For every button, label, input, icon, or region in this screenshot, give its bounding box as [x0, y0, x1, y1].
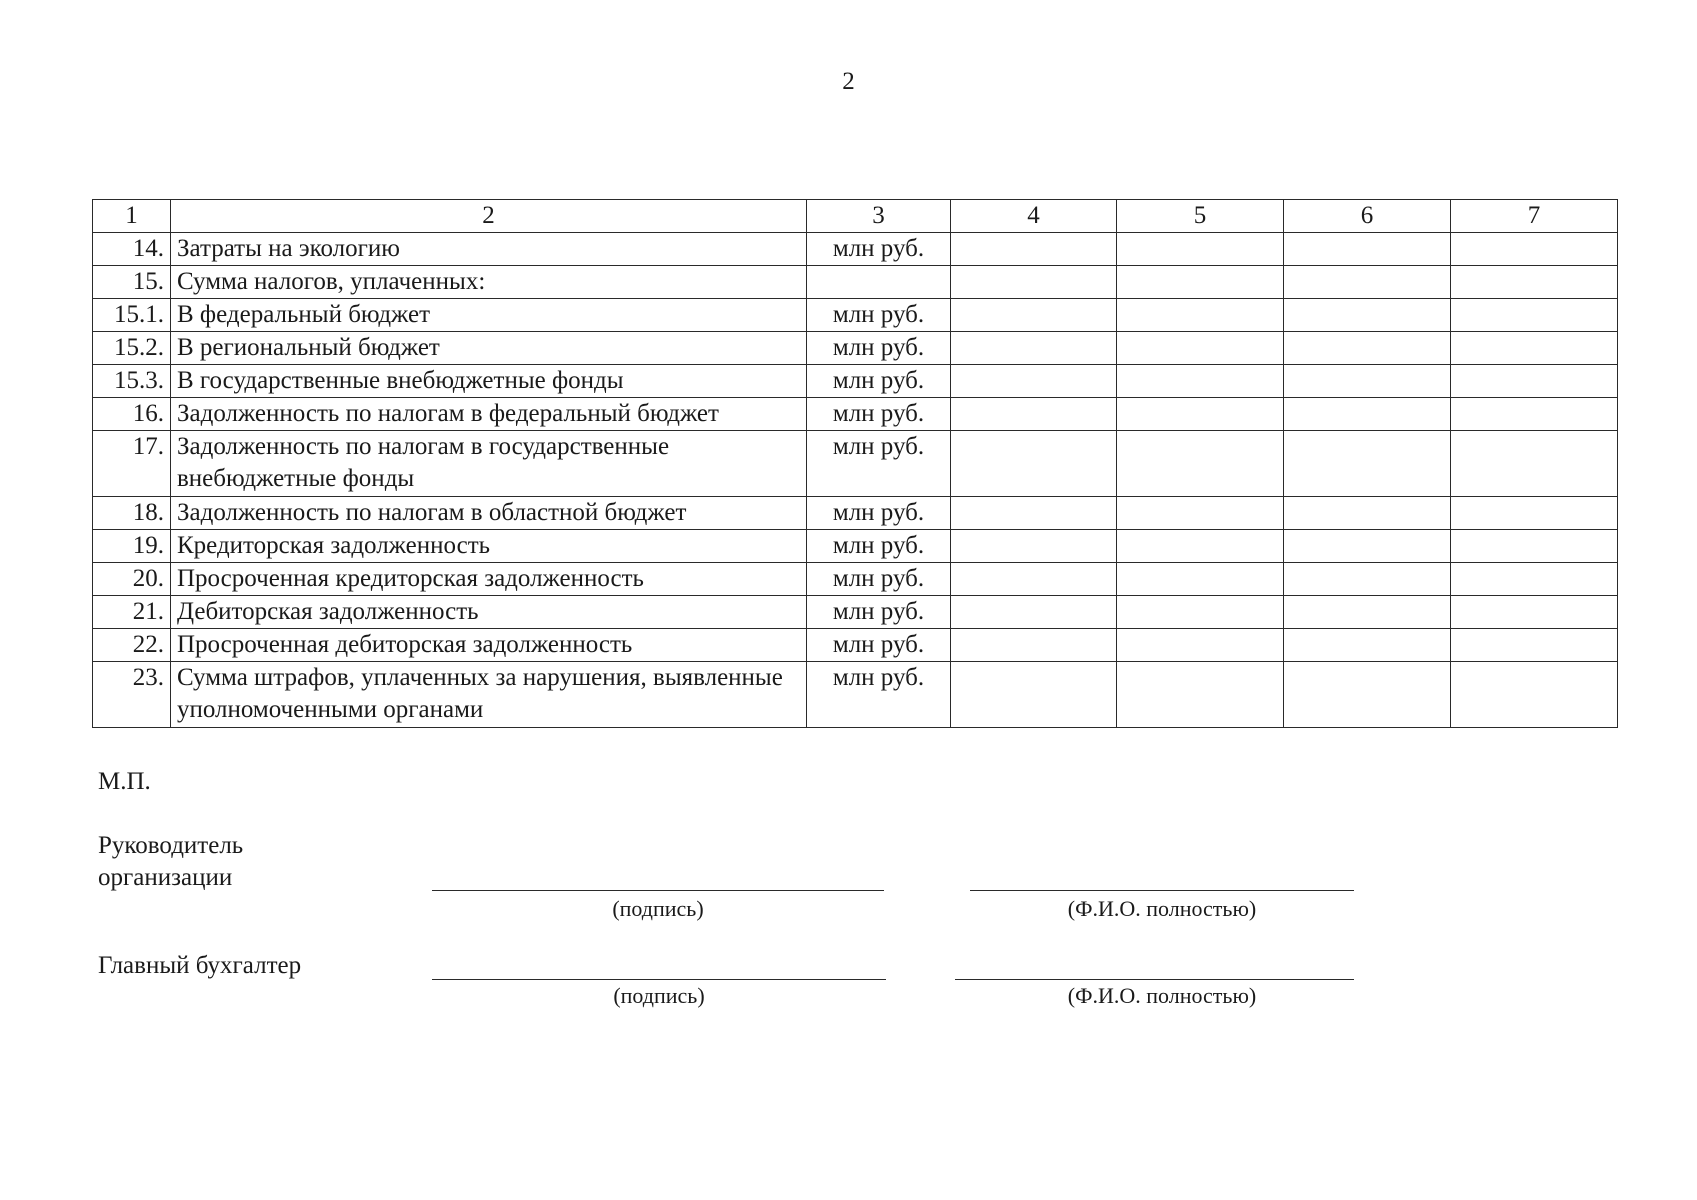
- row-number: 17.: [93, 431, 171, 497]
- row-unit: млн руб.: [807, 563, 951, 596]
- row-unit: млн руб.: [807, 662, 951, 728]
- value-cell-col4[interactable]: [951, 266, 1117, 299]
- value-cell-col6[interactable]: [1284, 332, 1451, 365]
- table-row: [93, 332, 1618, 365]
- table-row: [93, 662, 1618, 728]
- row-unit: млн руб.: [807, 497, 951, 530]
- row-indicator-name: Кредиторская задолженность: [171, 530, 807, 563]
- accountant-name-caption: (Ф.И.О. полностью): [1067, 983, 1257, 1008]
- value-cell-col5[interactable]: [1117, 233, 1284, 266]
- value-cell-col5[interactable]: [1117, 497, 1284, 530]
- value-cell-col4[interactable]: [951, 563, 1117, 596]
- row-indicator-name: В региональный бюджет: [171, 332, 807, 365]
- stamp-placeholder: М.П.: [98, 768, 151, 795]
- value-cell-col4[interactable]: [951, 596, 1117, 629]
- table-row: [93, 299, 1618, 332]
- row-number: 15.2.: [93, 332, 171, 365]
- row-indicator-name: Сумма штрафов, уплаченных за нарушения, выявленные уполномоченными органами: [171, 662, 807, 728]
- row-number: 14.: [93, 233, 171, 266]
- row-number: 18.: [93, 497, 171, 530]
- row-unit: млн руб.: [807, 398, 951, 431]
- value-cell-col7[interactable]: [1451, 299, 1618, 332]
- row-unit: млн руб.: [807, 431, 951, 497]
- value-cell-col7[interactable]: [1451, 530, 1618, 563]
- table-row: [93, 431, 1618, 497]
- value-cell-col7[interactable]: [1451, 497, 1618, 530]
- value-cell-col6[interactable]: [1284, 365, 1451, 398]
- value-cell-col6[interactable]: [1284, 266, 1451, 299]
- value-cell-col6[interactable]: [1284, 563, 1451, 596]
- row-unit: [807, 266, 951, 299]
- row-indicator-name: Задолженность по налогам в федеральный бюджет: [171, 398, 807, 431]
- value-cell-col4[interactable]: [951, 431, 1117, 497]
- row-number: 19.: [93, 530, 171, 563]
- value-cell-col4[interactable]: [951, 299, 1117, 332]
- accountant-signatory-label: Главный бухгалтер: [98, 952, 302, 979]
- table-row: [93, 596, 1618, 629]
- value-cell-col5[interactable]: [1117, 596, 1284, 629]
- value-cell-col5[interactable]: [1117, 398, 1284, 431]
- row-number: 22.: [93, 629, 171, 662]
- table-row: [93, 398, 1618, 431]
- table-header-row: [93, 200, 1618, 233]
- value-cell-col7[interactable]: [1451, 596, 1618, 629]
- row-number: 15.3.: [93, 365, 171, 398]
- row-indicator-name: Просроченная дебиторская задолженность: [171, 629, 807, 662]
- column-header: 1: [93, 200, 171, 233]
- head-signature-caption: (подпись): [612, 896, 704, 921]
- accountant-name-line[interactable]: [955, 979, 1354, 980]
- table-row: [93, 530, 1618, 563]
- value-cell-col6[interactable]: [1284, 497, 1451, 530]
- column-header: 3: [807, 200, 951, 233]
- value-cell-col7[interactable]: [1451, 332, 1618, 365]
- value-cell-col6[interactable]: [1284, 233, 1451, 266]
- head-name-caption: (Ф.И.О. полностью): [1067, 896, 1257, 921]
- value-cell-col7[interactable]: [1451, 563, 1618, 596]
- value-cell-col6[interactable]: [1284, 596, 1451, 629]
- value-cell-col5[interactable]: [1117, 365, 1284, 398]
- row-indicator-name: Затраты на экологию: [171, 233, 807, 266]
- accountant-signature-caption: (подпись): [613, 983, 705, 1008]
- head-name-line[interactable]: [970, 890, 1354, 891]
- column-header: 6: [1284, 200, 1451, 233]
- row-unit: млн руб.: [807, 299, 951, 332]
- report-table: [92, 199, 1618, 728]
- row-number: 21.: [93, 596, 171, 629]
- table-row: [93, 629, 1618, 662]
- table-row: [93, 266, 1618, 299]
- head-signatory-label: Руководитель организации: [98, 832, 244, 891]
- row-indicator-name: В государственные внебюджетные фонды: [171, 365, 807, 398]
- value-cell-col4[interactable]: [951, 398, 1117, 431]
- row-indicator-name: В федеральный бюджет: [171, 299, 807, 332]
- value-cell-col5[interactable]: [1117, 563, 1284, 596]
- row-indicator-name: Дебиторская задолженность: [171, 596, 807, 629]
- row-number: 15.1.: [93, 299, 171, 332]
- table-row: [93, 365, 1618, 398]
- value-cell-col4[interactable]: [951, 497, 1117, 530]
- value-cell-col5[interactable]: [1117, 266, 1284, 299]
- row-number: 23.: [93, 662, 171, 728]
- row-unit: млн руб.: [807, 365, 951, 398]
- page-number: 2: [842, 68, 855, 95]
- value-cell-col5[interactable]: [1117, 530, 1284, 563]
- value-cell-col7[interactable]: [1451, 431, 1618, 497]
- value-cell-col4[interactable]: [951, 530, 1117, 563]
- value-cell-col7[interactable]: [1451, 662, 1618, 728]
- value-cell-col4[interactable]: [951, 629, 1117, 662]
- row-number: 15.: [93, 266, 171, 299]
- row-unit: млн руб.: [807, 530, 951, 563]
- table-row: [93, 233, 1618, 266]
- row-indicator-name: Задолженность по налогам в государственные внебюджетные фонды: [171, 431, 807, 497]
- value-cell-col6[interactable]: [1284, 629, 1451, 662]
- value-cell-col7[interactable]: [1451, 233, 1618, 266]
- head-signature-line[interactable]: [432, 890, 884, 891]
- value-cell-col6[interactable]: [1284, 398, 1451, 431]
- row-unit: млн руб.: [807, 596, 951, 629]
- column-header: 4: [951, 200, 1117, 233]
- value-cell-col4[interactable]: [951, 365, 1117, 398]
- value-cell-col6[interactable]: [1284, 530, 1451, 563]
- value-cell-col4[interactable]: [951, 233, 1117, 266]
- row-number: 16.: [93, 398, 171, 431]
- value-cell-col7[interactable]: [1451, 629, 1618, 662]
- value-cell-col5[interactable]: [1117, 431, 1284, 497]
- value-cell-col6[interactable]: [1284, 431, 1451, 497]
- accountant-signature-line[interactable]: [432, 979, 886, 980]
- value-cell-col5[interactable]: [1117, 629, 1284, 662]
- value-cell-col7[interactable]: [1451, 365, 1618, 398]
- table-row: [93, 563, 1618, 596]
- row-unit: млн руб.: [807, 233, 951, 266]
- table-row: [93, 497, 1618, 530]
- value-cell-col4[interactable]: [951, 662, 1117, 728]
- value-cell-col7[interactable]: [1451, 398, 1618, 431]
- value-cell-col7[interactable]: [1451, 266, 1618, 299]
- row-number: 20.: [93, 563, 171, 596]
- row-indicator-name: Просроченная кредиторская задолженность: [171, 563, 807, 596]
- value-cell-col5[interactable]: [1117, 332, 1284, 365]
- value-cell-col6[interactable]: [1284, 662, 1451, 728]
- column-header: 7: [1451, 200, 1618, 233]
- column-header: 5: [1117, 200, 1284, 233]
- row-unit: млн руб.: [807, 629, 951, 662]
- row-indicator-name: Задолженность по налогам в областной бюджет: [171, 497, 807, 530]
- value-cell-col6[interactable]: [1284, 299, 1451, 332]
- row-indicator-name: Сумма налогов, уплаченных:: [171, 266, 807, 299]
- value-cell-col5[interactable]: [1117, 662, 1284, 728]
- value-cell-col5[interactable]: [1117, 299, 1284, 332]
- row-unit: млн руб.: [807, 332, 951, 365]
- column-header: 2: [171, 200, 807, 233]
- value-cell-col4[interactable]: [951, 332, 1117, 365]
